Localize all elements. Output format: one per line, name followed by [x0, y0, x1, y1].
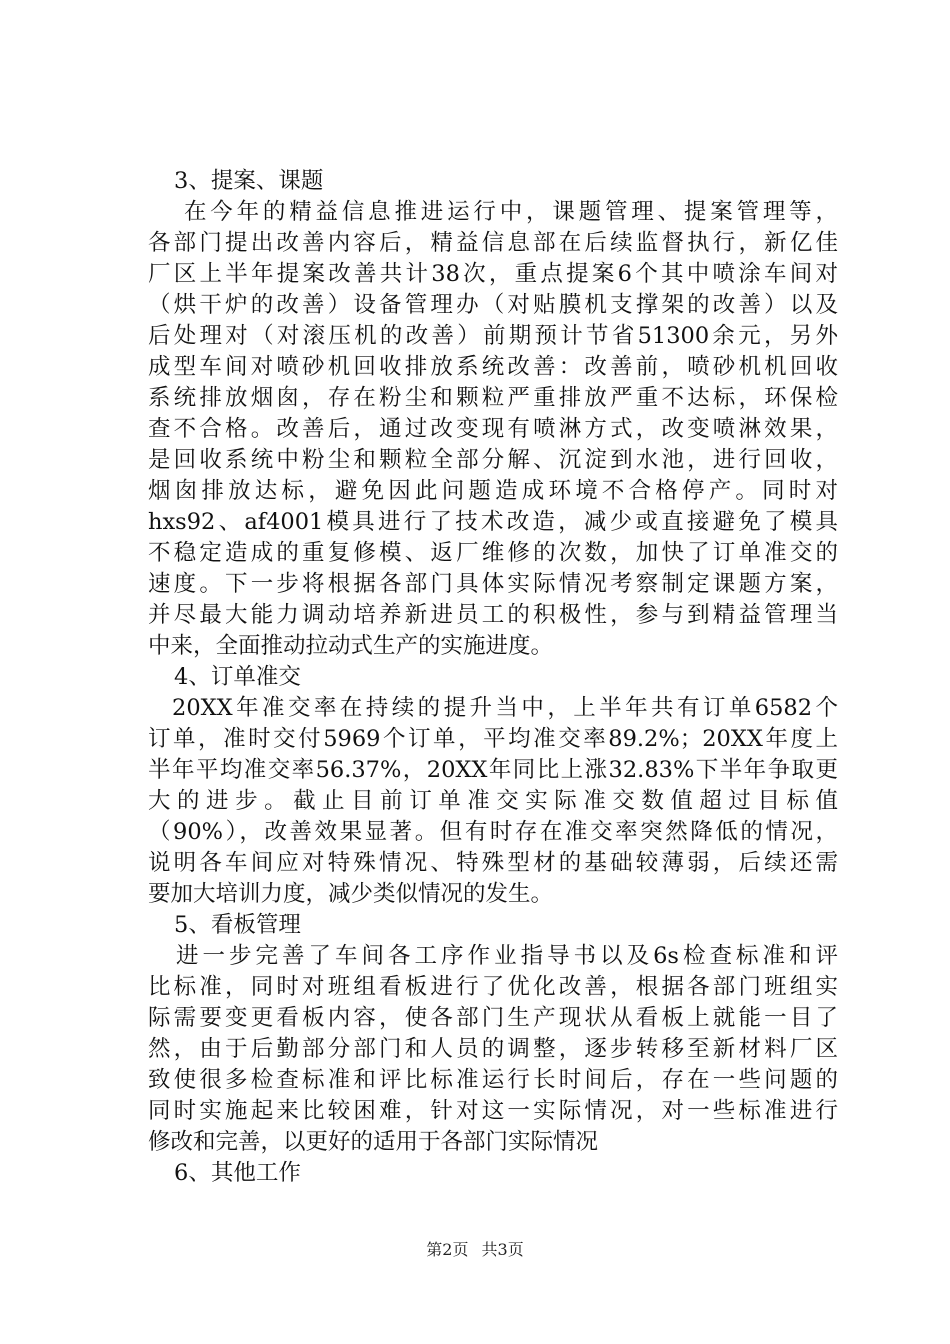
section-heading: 3、提案、课题: [174, 168, 324, 194]
paragraph-line: hxs92、af4001模具进行了技术改造，减少或直接避免了模具: [148, 509, 838, 535]
paragraph-line: 厂区上半年提案改善共计38次，重点提案6个其中喷涂车间对: [148, 261, 838, 287]
paragraph-line: 各部门提出改善内容后，精益信息部在后续监督执行，新亿佳: [148, 230, 838, 256]
paragraph-line: （90%），改善效果显著。但有时存在准交率突然降低的情况，: [148, 819, 838, 845]
paragraph-line: 是回收系统中粉尘和颗粒全部分解、沉淀到水池，进行回收，: [148, 447, 838, 473]
paragraph-line: 同时实施起来比较困难，针对这一实际情况，对一些标准进行: [148, 1098, 838, 1124]
paragraph-line: 半年平均准交率56.37%，20XX年同比上涨32.83%下半年争取更: [148, 757, 838, 783]
section-heading: 5、看板管理: [174, 912, 301, 938]
paragraph-line: 要加大培训力度，减少类似情况的发生。: [148, 881, 554, 907]
paragraph-line: 查不合格。改善后，通过改变现有喷淋方式，改变喷淋效果，: [148, 416, 838, 442]
section-heading: 6、其他工作: [174, 1160, 301, 1186]
page-footer: [0, 1240, 950, 1260]
paragraph-line: 烟囱排放达标，避免因此问题造成环境不合格停产。同时对: [148, 478, 838, 504]
paragraph-line: 系统排放烟囱，存在粉尘和颗粒严重排放严重不达标，环保检: [148, 385, 838, 411]
paragraph-line: （烘干炉的改善）设备管理办（对贴膜机支撑架的改善）以及: [148, 292, 838, 318]
page-total: 共3页: [481, 1240, 524, 1259]
paragraph-line: 中来，全面推动拉动式生产的实施进度。: [148, 633, 554, 659]
paragraph-line: 在今年的精益信息推进运行中，课题管理、提案管理等，: [184, 199, 838, 225]
paragraph-line: 大的进步。截止目前订单准交实际准交数值超过目标值: [148, 788, 838, 814]
paragraph-line: 成型车间对喷砂机回收排放系统改善：改善前，喷砂机机回收: [148, 354, 838, 380]
paragraph-line: 致使很多检查标准和评比标准运行长时间后，存在一些问题的: [148, 1067, 838, 1093]
document-body: [148, 166, 838, 1189]
paragraph-line: 进一步完善了车间各工序作业指导书以及6s检查标准和评: [176, 943, 838, 969]
paragraph-line: 然，由于后勤部分部门和人员的调整，逐步转移至新材料厂区: [148, 1036, 838, 1062]
paragraph-line: 速度。下一步将根据各部门具体实际情况考察制定课题方案，: [148, 571, 838, 597]
paragraph-line: 20XX年准交率在持续的提升当中，上半年共有订单6582个: [172, 695, 838, 721]
paragraph-line: 订单，准时交付5969个订单，平均准交率89.2%；20XX年度上: [148, 726, 838, 752]
paragraph-line: 并尽最大能力调动培养新进员工的积极性，参与到精益管理当: [148, 602, 838, 628]
paragraph-line: 说明各车间应对特殊情况、特殊型材的基础较薄弱，后续还需: [148, 850, 838, 876]
paragraph-line: 不稳定造成的重复修模、返厂维修的次数，加快了订单准交的: [148, 540, 838, 566]
paragraph-line: 修改和完善，以更好的适用于各部门实际情况: [148, 1129, 599, 1155]
paragraph-line: 后处理对（对滚压机的改善）前期预计节省51300余元，另外: [148, 323, 838, 349]
section-heading: 4、订单准交: [174, 664, 301, 690]
paragraph-line: 比标准，同时对班组看板进行了优化改善，根据各部门班组实: [148, 974, 838, 1000]
paragraph-line: 际需要变更看板内容，使各部门生产现状从看板上就能一目了: [148, 1005, 838, 1031]
page-number: 第2页: [426, 1240, 469, 1259]
